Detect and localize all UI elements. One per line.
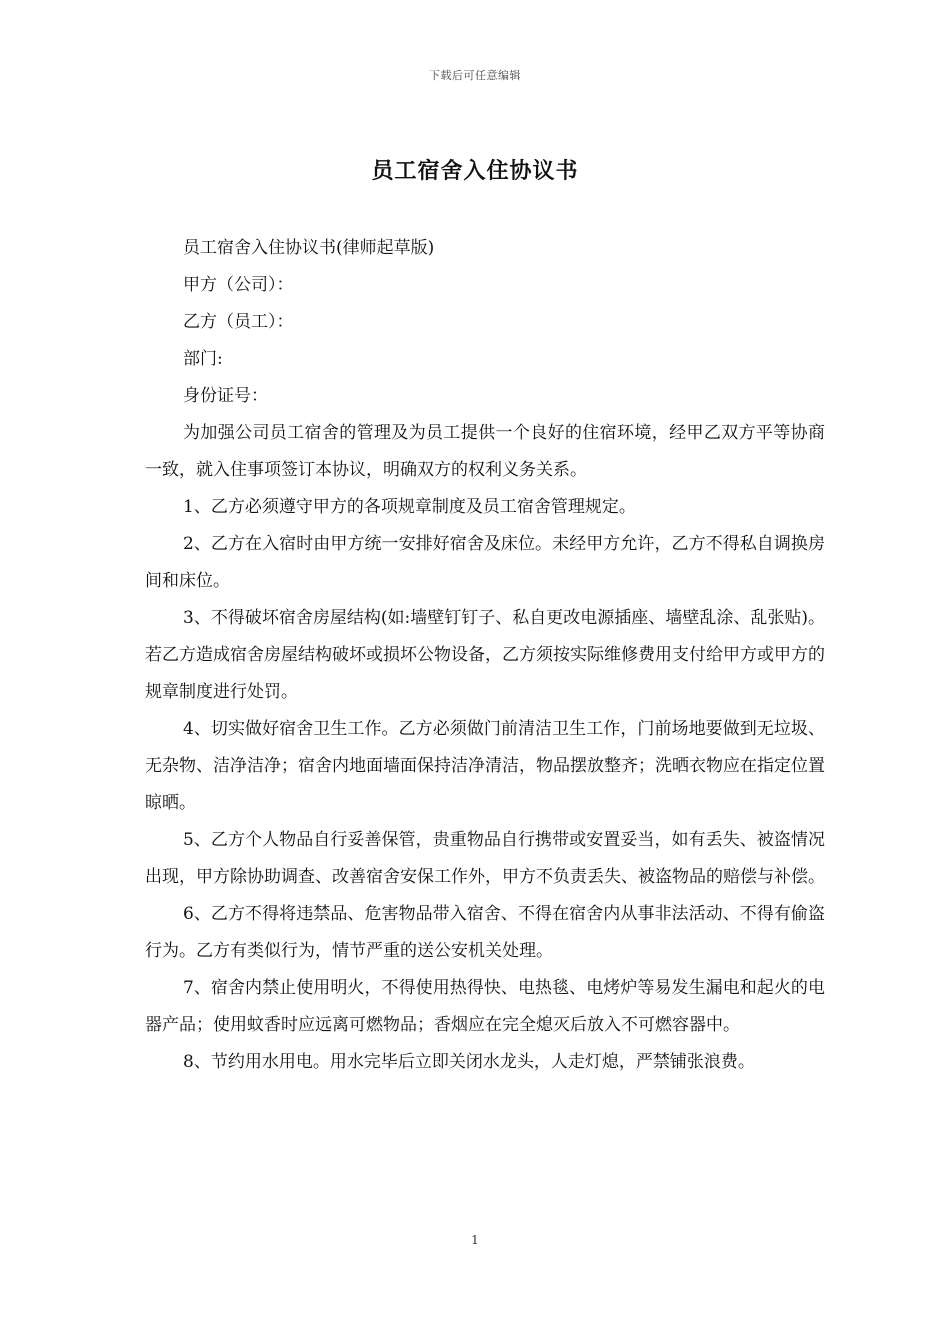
paragraph-party-a: 甲方（公司）：: [183, 275, 294, 295]
paragraph-id-number: 身份证号：: [183, 386, 268, 406]
paragraph-department: 部门:: [183, 349, 223, 369]
paragraph-clause-1: 1、乙方必须遵守甲方的各项规章制度及员工宿舍管理规定。: [183, 497, 636, 517]
paragraph-clause-4: 4、切实做好宿舍卫生工作。乙方必须做门前清洁卫生工作，门前场地要做到无垃圾、无杂物、洁净洁净；宿舍内地面墙面保持洁净清洁，物品摆放整齐；洗晒衣物应在指定位置晾晒。: [145, 719, 825, 813]
paragraph-subtitle: 员工宿舍入住协议书(律师起草版): [183, 238, 435, 258]
paragraph-clause-3: 3、不得破坏宿舍房屋结构(如:墙壁钉钉子、私自更改电源插座、墙壁乱涂、乱张贴)。若乙方造成宿舍房屋结构破坏或损坏公物设备，乙方须按实际维修费用支付给甲方或甲方的规章制度进行处罚。: [145, 608, 825, 702]
paragraph-party-b: 乙方（员工）：: [183, 312, 294, 332]
paragraph-clause-5: 5、乙方个人物品自行妥善保管，贵重物品自行携带或安置妥当，如有丢失、被盗情况出现，甲方除协助调查、改善宿舍安保工作外，甲方不负责丢失、被盗物品的赔偿与补偿。: [145, 830, 825, 887]
paragraph-preamble: 为加强公司员工宿舍的管理及为员工提供一个良好的住宿环境，经甲乙双方平等协商一致，就入住事项签订本协议，明确双方的权利义务关系。: [145, 423, 825, 480]
paragraph-clause-2: 2、乙方在入宿时由甲方统一安排好宿舍及床位。未经甲方允许，乙方不得私自调换房间和床位。: [145, 534, 825, 591]
page-number: 1: [471, 1233, 479, 1247]
paragraph-clause-8: 8、节约用水用电。用水完毕后立即关闭水龙头，人走灯熄，严禁铺张浪费。: [183, 1052, 755, 1072]
document-title: 员工宿舍入住协议书: [371, 158, 579, 184]
document-body: [145, 230, 825, 1081]
paragraph-clause-7: 7、宿舍内禁止使用明火，不得使用热得快、电热毯、电烤炉等易发生漏电和起火的电器产品；使用蚊香时应远离可燃物品；香烟应在完全熄灭后放入不可燃容器中。: [145, 978, 825, 1035]
header-note: 下载后可任意编辑: [429, 69, 521, 82]
paragraph-clause-6: 6、乙方不得将违禁品、危害物品带入宿舍、不得在宿舍内从事非法活动、不得有偷盗行为。乙方有类似行为，情节严重的送公安机关处理。: [145, 904, 825, 961]
